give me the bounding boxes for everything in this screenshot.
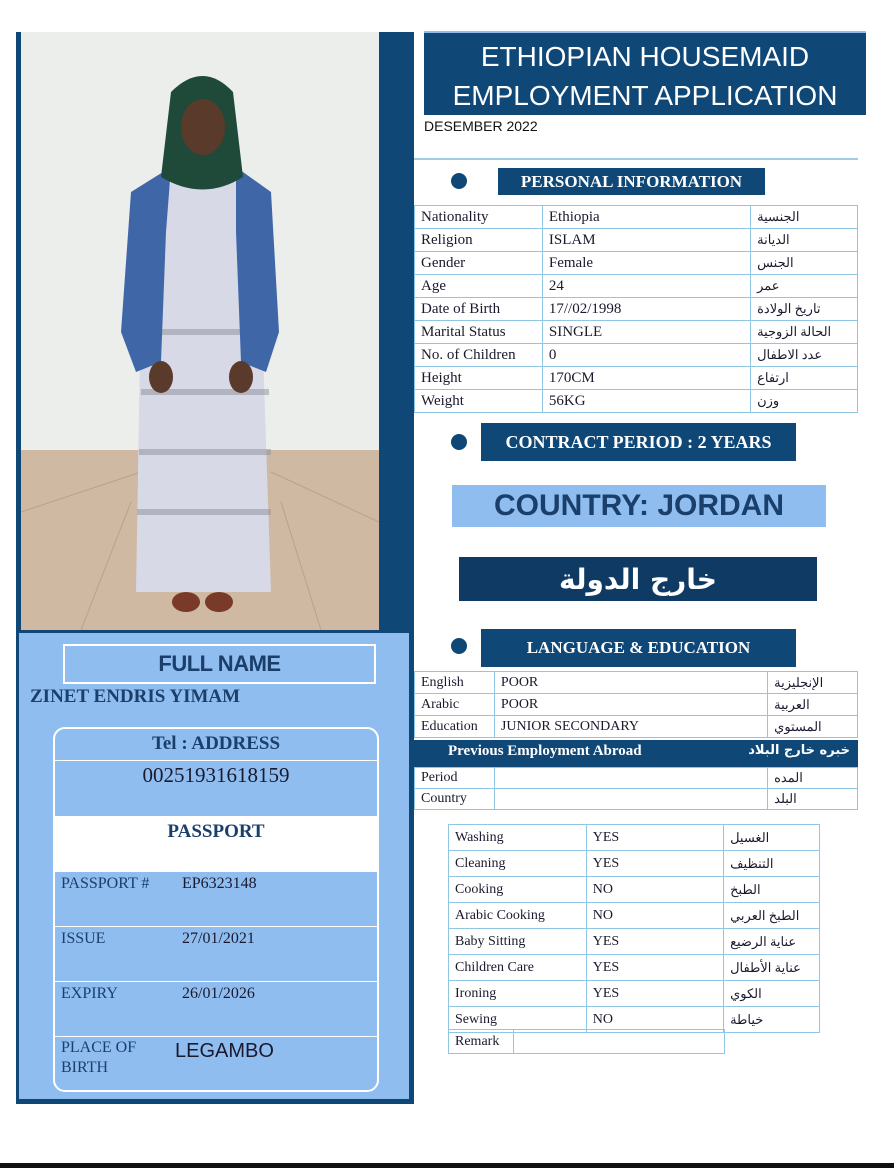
passport-heading-row [55,817,377,872]
bullet-icon [451,638,467,654]
previous-employment-table [414,767,858,810]
field-value: ISLAM [542,229,750,252]
page-bottom-rule [0,1163,894,1168]
place-of-birth-row [55,1037,377,1090]
document-date: DESEMBER 2022 [424,118,538,134]
field-value: Female [542,252,750,275]
language-education-table [414,671,858,738]
table-row [449,1030,725,1054]
field-label: Age [415,275,543,298]
field-arabic: الحالة الزوجية [751,321,858,344]
table-row [415,716,858,738]
skill-value: NO [586,877,723,903]
field-arabic: المده [768,768,858,789]
table-row [415,252,858,275]
issue-value: 27/01/2021 [182,930,255,947]
field-value: 17//02/1998 [542,298,750,321]
skill-value: YES [586,981,723,1007]
field-label: Country [415,789,495,810]
field-value: SINGLE [542,321,750,344]
tel-row [55,761,377,817]
skill-label: Washing [449,825,587,851]
field-value: 56KG [542,390,750,413]
field-value: JUNIOR SECONDARY [494,716,767,738]
table-row [449,981,820,1007]
country-arabic-banner: خارج الدولة [459,557,817,601]
tel-label-row [55,729,377,761]
field-value: POOR [494,672,767,694]
table-row [449,877,820,903]
table-row [415,768,858,789]
expiry-label: EXPIRY [61,985,118,1002]
skill-label: Ironing [449,981,587,1007]
table-row [449,929,820,955]
personal-info-table [414,205,858,413]
skill-label: Children Care [449,955,587,981]
field-arabic: عمر [751,275,858,298]
table-row [415,694,858,716]
skill-label: Arabic Cooking [449,903,587,929]
field-arabic: الإنجليزية [768,672,858,694]
table-row [415,321,858,344]
field-label: No. of Children [415,344,543,367]
skill-arabic: التنظيف [724,851,820,877]
field-arabic: البلد [768,789,858,810]
skill-value: YES [586,955,723,981]
field-arabic: المستوي [768,716,858,738]
bullet-icon [451,434,467,450]
remark-value [513,1030,724,1054]
field-value: 170CM [542,367,750,390]
field-arabic: الجنسية [751,206,858,229]
skill-arabic: الطبخ [724,877,820,903]
field-label: Arabic [415,694,495,716]
expiry-value: 26/01/2026 [182,985,255,1002]
contact-passport-box [53,727,379,1092]
place-of-birth-label-1: PLACE OF [61,1039,137,1056]
remark-table [448,1029,725,1054]
skill-arabic: عناية الرضيع [724,929,820,955]
remark-label: Remark [449,1030,514,1054]
bullet-icon [451,173,467,189]
expiry-row [55,982,377,1037]
candidate-photo [21,32,379,630]
table-row [449,903,820,929]
field-arabic: ارتفاع [751,367,858,390]
field-label: Nationality [415,206,543,229]
table-row [415,298,858,321]
table-row [415,206,858,229]
skill-arabic: الغسيل [724,825,820,851]
passport-number-label: PASSPORT # [61,875,150,892]
language-education-heading: LANGUAGE & EDUCATION [481,629,796,667]
issue-row [55,927,377,982]
field-label: Weight [415,390,543,413]
field-arabic: العربية [768,694,858,716]
field-value [494,789,767,810]
personal-info-heading: PERSONAL INFORMATION [498,168,765,195]
tel-value: 00251931618159 [142,763,290,787]
field-label: Marital Status [415,321,543,344]
field-value: POOR [494,694,767,716]
contract-period-heading: CONTRACT PERIOD : 2 YEARS [481,423,796,461]
field-value: Ethiopia [542,206,750,229]
table-row [415,229,858,252]
issue-label: ISSUE [61,930,106,947]
skill-arabic: الطبخ العربي [724,903,820,929]
skill-label: Sewing [449,1007,587,1033]
skills-table [448,824,820,1033]
table-row [449,825,820,851]
table-row [415,390,858,413]
table-row [415,789,858,810]
passport-number-row [55,872,377,927]
passport-heading: PASSPORT [167,821,265,842]
table-row [415,344,858,367]
field-arabic: الجنس [751,252,858,275]
previous-employment-heading [410,740,858,767]
skill-label: Baby Sitting [449,929,587,955]
full-name-label: FULL NAME [63,644,376,684]
table-row [449,955,820,981]
full-name-value: ZINET ENDRIS YIMAM [30,686,241,707]
previous-employment-arabic: خبره خارج البلاد [748,743,850,758]
table-row [415,672,858,694]
field-label: Gender [415,252,543,275]
title-line-2: EMPLOYMENT APPLICATION [452,80,838,111]
field-arabic: الديانة [751,229,858,252]
tel-label: Tel : ADDRESS [151,733,281,754]
field-label: Period [415,768,495,789]
field-label: Date of Birth [415,298,543,321]
skill-value: YES [586,825,723,851]
table-row [415,367,858,390]
skill-arabic: عناية الأطفال [724,955,820,981]
place-of-birth-label-2: BIRTH [61,1059,109,1076]
skill-value: YES [586,929,723,955]
divider [414,158,858,160]
skill-label: Cleaning [449,851,587,877]
field-arabic: وزن [751,390,858,413]
table-row [415,275,858,298]
field-arabic: عدد الاطفال [751,344,858,367]
field-label: Education [415,716,495,738]
field-arabic: تاريخ الولادة [751,298,858,321]
skill-value: NO [586,903,723,929]
skill-arabic: خياطة [724,1007,820,1033]
previous-employment-label: Previous Employment Abroad [448,743,642,759]
skill-value: YES [586,851,723,877]
table-row [449,851,820,877]
field-label: English [415,672,495,694]
field-label: Height [415,367,543,390]
place-of-birth-value: LEGAMBO [175,1040,274,1062]
passport-number-value: EP6323148 [182,875,257,892]
skill-value: NO [586,1007,723,1033]
field-value [494,768,767,789]
skill-arabic: الكوي [724,981,820,1007]
title-line-1: ETHIOPIAN HOUSEMAID [480,41,810,72]
field-value: 0 [542,344,750,367]
field-value: 24 [542,275,750,298]
document-title [424,31,866,115]
field-label: Religion [415,229,543,252]
candidate-figure [21,32,379,630]
skill-label: Cooking [449,877,587,903]
country-banner: COUNTRY: JORDAN [452,485,826,527]
